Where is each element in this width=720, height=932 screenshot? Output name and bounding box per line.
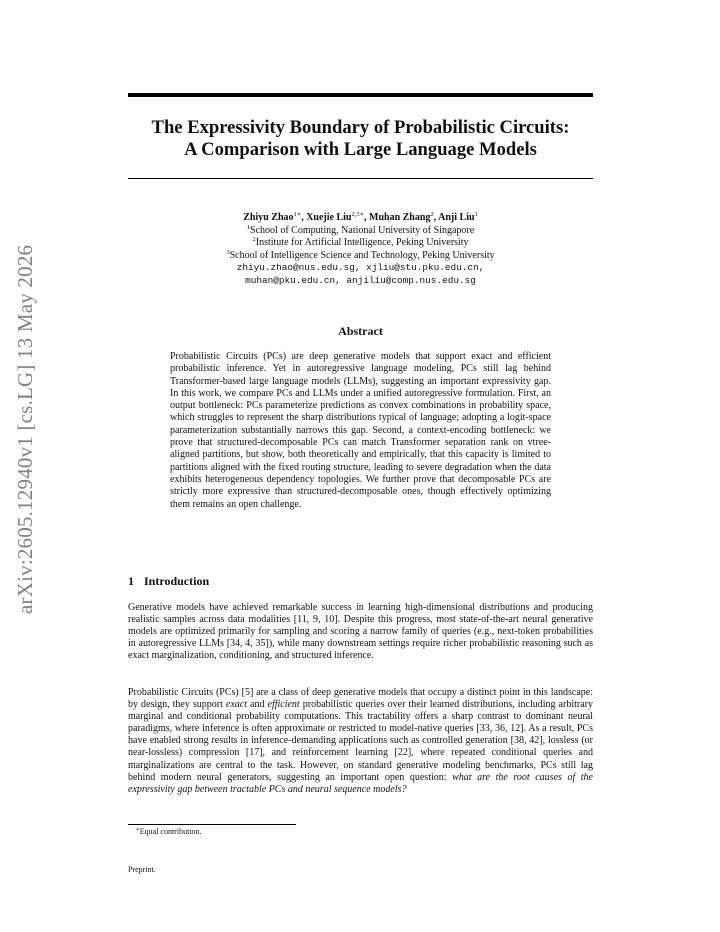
affiliation xyxy=(128,237,593,250)
affiliation-text: Institute for Artificial Intelligence, Peking University xyxy=(255,237,469,249)
arxiv-identifier: arXiv:2605.12940v1 [cs.LG] 13 May 2026 xyxy=(13,244,37,614)
abstract-heading: Abstract xyxy=(338,324,383,338)
section-heading xyxy=(128,574,209,589)
preprint-label: Preprint. xyxy=(128,865,156,874)
affiliation xyxy=(128,250,593,263)
author-names: Zhiyu Zhao$^{1∗}$, Xuejie Liu$^{2,3∗}$, Muhan Zhang$^2$, Anji Liu$^1$ xyxy=(243,211,478,223)
footnote-mark: ∗ xyxy=(136,827,140,833)
paragraph-2 xyxy=(128,687,593,796)
affiliation xyxy=(128,225,593,238)
affiliation-superscript: 1 xyxy=(246,223,251,231)
emphasis-text: what are the root causes of the expressivity gap between tractable PCs and neural sequence models? xyxy=(128,771,593,795)
emphasis-text: exact xyxy=(225,699,248,711)
paragraph-1: Generative models have achieved remarkable success in learning high-dimensional distributions and producing realistic samples across data modalities [11, 9, 10]. Despite this progress, most state-of-the-art neural generative models are optimized primarily for sampling and scoring a narrow family of queries (e.g., next-token probabilities in autoregressive LLMs [34, 4, 35]), while many downstream settings require richer probabilistic reasoning such as exact marginalization, conditioning, and structured inference. xyxy=(128,602,593,662)
title-bottom-rule xyxy=(128,178,593,179)
title-top-rule xyxy=(128,93,593,97)
title-line-2: A Comparison with Large Language Models xyxy=(184,139,537,160)
affiliation-text: School of Intelligence Science and Technology, Peking University xyxy=(229,249,495,261)
title-line-1: The Expressivity Boundary of Probabilistic Circuits: xyxy=(151,117,570,138)
author-superscript: 2,3∗ xyxy=(351,211,365,218)
author-block xyxy=(128,212,593,288)
emphasis-text: efficient xyxy=(267,699,300,711)
footnote xyxy=(136,827,202,836)
author-name: Anji Liu xyxy=(438,212,475,223)
author-superscript: 1∗ xyxy=(293,211,302,218)
author-superscript: 2 xyxy=(430,211,434,218)
affiliation-superscript: 2 xyxy=(252,236,256,244)
affiliation-superscript: 3 xyxy=(226,248,230,256)
paragraph-text: probabilistic queries over their learned distributions, including arbitrary marginal and conditional probability computations. This tractability offers a sharp contrast to dominant neural paradigms, where inference is often approximate or restricted to model-native queries [33, 36, 12]. As a result, PCs have enabled strong results in inference-demanding applications such as controlled generation [38, 42], lossless (or near-lossless) compression [17], and reinforcement learning [22], where repeated conditional queries and marginalizations are central to the task. However, on standard generative modeling benchmarks, PCs still lag behind modern neural generators, suggesting an important open question: xyxy=(128,699,593,783)
paper-title xyxy=(128,117,593,161)
author-name: Muhan Zhang xyxy=(369,212,431,223)
section-title: Introduction xyxy=(144,574,210,588)
affiliation-text: School of Computing, National University of Singapore xyxy=(250,224,475,236)
paragraph-text: and xyxy=(247,699,268,711)
author-emails: muhan@pku.edu.cn, anjiliu@comp.nus.edu.sg xyxy=(245,274,476,286)
author-superscript: 1 xyxy=(474,211,478,218)
footnote-text: Equal contribution. xyxy=(139,827,202,836)
author-name: Zhiyu Zhao xyxy=(243,212,294,223)
abstract-text: Probabilistic Circuits (PCs) are deep generative models that support exact and efficient probabilistic inference. Yet in autoregressive language modeling, PCs still lag behind Transformer-based large language models (LLMs), suggesting an important expressivity gap. In this work, we compare PCs and LLMs under a unified autoregressive formulation. First, an output bottleneck: PCs parameterize predictions as convex combinations in probability space, which struggles to represent the sharp distributions typical of language; adopting a logit-space parameterization substantially narrows this gap. Second, a context-encoding bottleneck: we prove that structured-decomposable PCs can match Transformer separation rank on vtree-aligned partitions, but show, both theoretically and empirically, that this capacity is limited to partitions aligned with the fixed routing structure, leading to severe degradation when the data exhibits heterogeneous dependency topologies. We further prove that decomposable PCs are strictly more expressive than structured-decomposable ones, though effectively optimizing them remains an open challenge. xyxy=(170,351,551,510)
section-number: 1 xyxy=(128,574,134,588)
author-emails: zhiyu.zhao@nus.edu.sg, xjliu@stu.pku.edu.cn, xyxy=(236,262,485,274)
footnote-rule xyxy=(128,824,296,825)
author-name: Xuejie Liu xyxy=(306,212,352,223)
paragraph-text: Probabilistic Circuits (PCs) [5] are a class of deep generative models that occupy a distinct point in this landscape: by design, they support xyxy=(128,687,593,711)
